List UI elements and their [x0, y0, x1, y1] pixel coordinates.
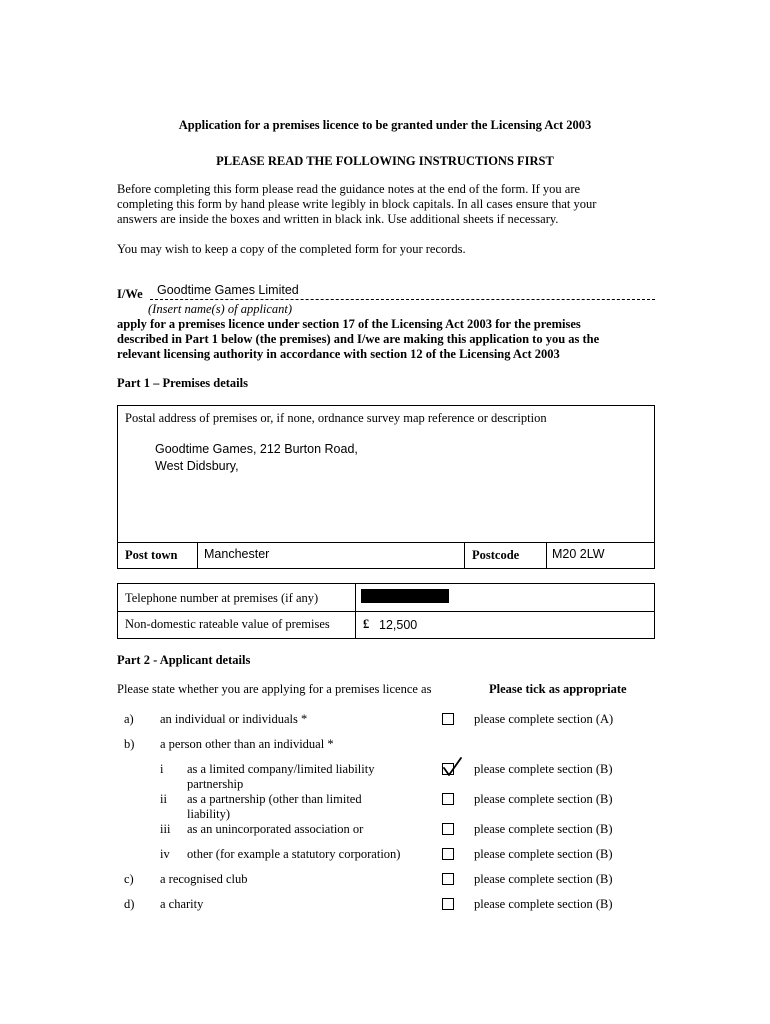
option-letter-b: b) — [124, 737, 135, 751]
checkbox-recognised-club[interactable] — [442, 873, 454, 885]
option-text-a: an individual or individuals * — [160, 712, 308, 726]
option-text-c: a recognised club — [160, 872, 248, 886]
applicant-name-hint: (Insert name(s) of applicant) — [148, 302, 293, 316]
keep-copy-note: You may wish to keep a copy of the completed form for your records. — [117, 242, 466, 256]
form-title: Application for a premises licence to be granted under the Licensing Act 2003 — [178, 118, 592, 132]
option-letter-d: d) — [124, 897, 135, 911]
part1-heading: Part 1 – Premises details — [117, 376, 248, 390]
address-line: Goodtime Games, 212 Burton Road, — [155, 442, 358, 456]
currency-symbol: £ — [363, 617, 370, 631]
section-note-biv: please complete section (B) — [474, 847, 613, 861]
sub-text-line: as a partnership (other than limited — [187, 792, 362, 806]
postcode-divider-right — [546, 542, 547, 569]
sub-text-ii — [187, 792, 362, 822]
part2-heading: Part 2 - Applicant details — [117, 653, 251, 667]
applicant-name-underline — [150, 299, 655, 300]
sub-text-line: as a limited company/limited liability — [187, 762, 375, 776]
address-line: West Didsbury, — [155, 459, 239, 473]
instructions-line: completing this form by hand please write legibly in block capitals. In all cases ensure that your — [117, 197, 597, 211]
iwe-label: I/We — [117, 287, 143, 301]
rateable-label: Non-domestic rateable value of premises — [125, 617, 330, 631]
sub-text-line: partnership — [187, 777, 244, 791]
sub-number-iii: iii — [160, 822, 171, 836]
sub-number-i: i — [160, 762, 164, 776]
section-note-biii: please complete section (B) — [474, 822, 613, 836]
checkbox-charity[interactable] — [442, 898, 454, 910]
sub-number-ii: ii — [160, 792, 167, 806]
sub-text-line: liability) — [187, 807, 231, 821]
postcode-value[interactable]: M20 2LW — [552, 547, 605, 561]
section-note-d: please complete section (B) — [474, 897, 613, 911]
option-letter-c: c) — [124, 872, 134, 886]
checkbox-unincorporated[interactable] — [442, 823, 454, 835]
address-label: Postal address of premises or, if none, ordnance survey map reference or description — [125, 411, 547, 425]
checkbox-individual[interactable] — [442, 713, 454, 725]
sub-number-iv: iv — [160, 847, 170, 861]
address-value[interactable] — [155, 441, 358, 475]
section-note-c: please complete section (B) — [474, 872, 613, 886]
statement-line: apply for a premises licence under section 17 of the Licensing Act 2003 for the premises — [117, 317, 581, 331]
instructions-paragraph — [117, 182, 677, 227]
telephone-value-divider — [355, 583, 356, 639]
telephone-label: Telephone number at premises (if any) — [125, 591, 319, 605]
checkbox-partnership[interactable] — [442, 793, 454, 805]
tick-mark-icon — [440, 756, 464, 778]
post-town-divider — [197, 542, 198, 569]
checkbox-other[interactable] — [442, 848, 454, 860]
rateable-value[interactable]: 12,500 — [379, 618, 418, 632]
tick-heading: Please tick as appropriate — [489, 682, 627, 696]
section-note-bi: please complete section (B) — [474, 762, 613, 776]
sub-text-iv: other (for example a statutory corporation) — [187, 847, 401, 861]
sub-text-iii: as an unincorporated association or — [187, 822, 364, 836]
instructions-line: answers are inside the boxes and written in black ink. Use additional sheets if necessary. — [117, 212, 559, 226]
instructions-line: Before completing this form please read the guidance notes at the end of the form. If you are — [117, 182, 581, 196]
applicant-name-value[interactable]: Goodtime Games Limited — [157, 283, 299, 297]
section-note-a: please complete section (A) — [474, 712, 614, 726]
option-text-b: a person other than an individual * — [160, 737, 334, 751]
post-town-label: Post town — [125, 548, 178, 562]
part2-intro: Please state whether you are applying for a premises licence as — [117, 682, 432, 696]
post-town-value[interactable]: Manchester — [204, 547, 270, 561]
postcode-label: Postcode — [472, 548, 520, 562]
statement-line: described in Part 1 below (the premises) and I/we are making this application to you as the — [117, 332, 600, 346]
option-text-d: a charity — [160, 897, 204, 911]
instructions-heading: PLEASE READ THE FOLLOWING INSTRUCTIONS FIRST — [216, 154, 554, 168]
telephone-row-divider — [117, 611, 655, 612]
section-note-bii: please complete section (B) — [474, 792, 613, 806]
postcode-divider-left — [464, 542, 465, 569]
telephone-redaction — [361, 589, 449, 603]
statement-line: relevant licensing authority in accordance with section 12 of the Licensing Act 2003 — [117, 347, 560, 361]
sub-text-i — [187, 762, 374, 792]
applicant-statement — [117, 317, 677, 362]
option-letter-a: a) — [124, 712, 134, 726]
